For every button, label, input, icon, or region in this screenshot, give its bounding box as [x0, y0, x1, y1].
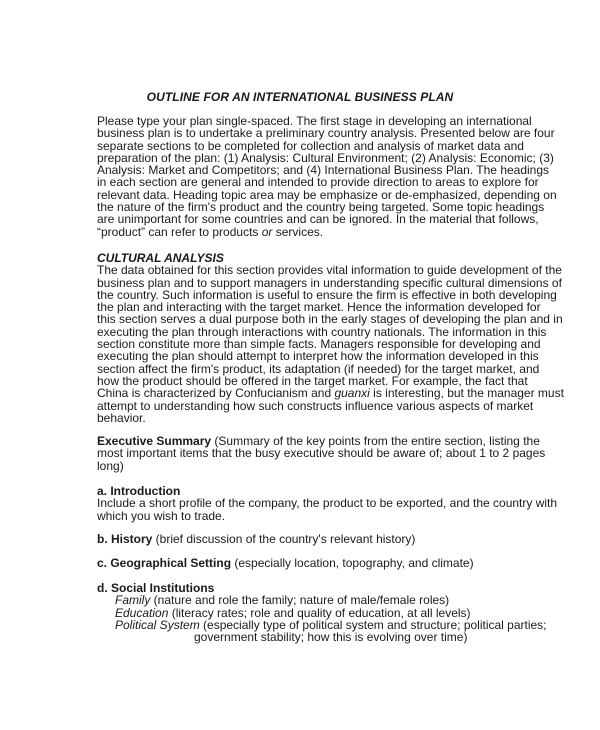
china-post: is interesting, but the manager must	[369, 386, 564, 401]
education-rest: (literacy rates; role and quality of education, at all levels)	[168, 605, 471, 620]
intro-line: in each section are general and intended to provide direction to areas to explore for	[97, 175, 539, 190]
intro-line: business plan is to undertake a preliminary country analysis. Presented below are four	[97, 126, 555, 141]
geo-rest: (especially location, topography, and climate)	[231, 556, 474, 570]
family-label: Family	[115, 593, 151, 608]
introduction-line: which you wish to trade.	[97, 508, 226, 523]
executive-summary-section	[97, 434, 546, 473]
introduction-heading: a. Introduction	[97, 484, 181, 498]
intro-line: separate sections to be completed for collection and analysis of market data and	[97, 138, 524, 153]
cultural-china-line	[97, 386, 564, 401]
intro-paragraph	[97, 114, 557, 239]
intro-line: relevant data. Heading topic area may be emphasize or de-emphasized, depending on	[97, 187, 557, 202]
cultural-line: the plan and interacting with the target market. Hence the information developed for	[97, 300, 541, 315]
exec-summary-label: Executive Summary	[97, 434, 212, 448]
political-cont-line: government stability; how this is evolving over time)	[194, 630, 468, 645]
introduction-line: Include a short profile of the company, the product to be exported, and the country with	[97, 496, 558, 511]
intro-last-line	[97, 226, 527, 238]
intro-last-pre: “product” can refer to products	[97, 224, 262, 239]
geographical-section	[97, 557, 527, 569]
exec-summary-rest: (Summary of the key points from the entire section, listing the	[211, 434, 540, 448]
intro-line: Please type your plan single-spaced. The first stage in developing an international	[97, 114, 532, 128]
social-heading: d. Social Institutions	[97, 581, 215, 595]
education-label: Education	[115, 605, 169, 620]
cultural-line: the country. Such information is useful to ensure the firm is effective in both developing	[97, 287, 557, 302]
cultural-line: this section serves a dual purpose both in the early stages of developing the plan and in	[97, 312, 563, 327]
cultural-line: section constitute more than simple facts. Managers responsible for developing and	[97, 337, 541, 352]
cultural-line: business plan and to support managers in understanding specific cultural dimensions of	[97, 275, 562, 290]
cultural-line: behavior.	[97, 410, 146, 425]
exec-summary-line: most important items that the busy executive should be aware of; about 1 to 2 pages	[97, 446, 546, 461]
document-title: OUTLINE FOR AN INTERNATIONAL BUSINESS PLAN	[146, 90, 454, 104]
geo-line	[97, 557, 527, 569]
history-label: b. History	[97, 532, 153, 546]
cultural-analysis-heading: CULTURAL ANALYSIS	[97, 251, 224, 265]
exec-summary-line: long)	[97, 458, 124, 473]
cultural-line: executing the plan through interactions with country nationals. The information in this	[97, 324, 547, 339]
cultural-line: how the product should be offered in the target market. For example, the fact that	[97, 373, 528, 388]
social-institutions-section	[97, 581, 547, 645]
intro-last-italic: or	[261, 224, 273, 239]
china-pre: China is characterized by Confucianism and	[97, 386, 335, 401]
introduction-section	[97, 484, 558, 523]
family-rest: (nature and role the family; nature of male/female roles)	[150, 593, 450, 608]
intro-line: preparation of the plan: (1) Analysis: Cultural Environment; (2) Analysis: Economic; (3)	[97, 150, 554, 165]
intro-line: Analysis: Market and Competitors; and (4) International Business Plan. The headings	[97, 163, 550, 178]
guanxi-term: guanxi	[334, 386, 370, 401]
history-section	[97, 533, 527, 545]
cultural-analysis-section	[97, 251, 564, 425]
cultural-line: executing the plan should attempt to interpret how the information developed in this	[97, 349, 539, 364]
political-label: Political System	[115, 617, 200, 632]
intro-line: the nature of the firm's product and the country being targeted. Some topic headings	[97, 200, 545, 215]
history-line	[97, 533, 527, 545]
intro-line: are unimportant for some countries and can be ignored. In the material that follows,	[97, 212, 539, 227]
history-rest: (brief discussion of the country's relevant history)	[152, 532, 416, 546]
cultural-line: attempt to understanding how such constructs influence various aspects of market	[97, 398, 534, 413]
cultural-line: section affect the firm's product, its adaptation (if needed) for the target market, and	[97, 361, 540, 376]
cultural-line: The data obtained for this section provides vital information to guide development of the	[97, 263, 562, 278]
political-rest: (especially type of political system and structure; political parties;	[199, 617, 547, 632]
intro-last-post: services.	[272, 224, 324, 239]
geo-label: c. Geographical Setting	[97, 556, 232, 570]
